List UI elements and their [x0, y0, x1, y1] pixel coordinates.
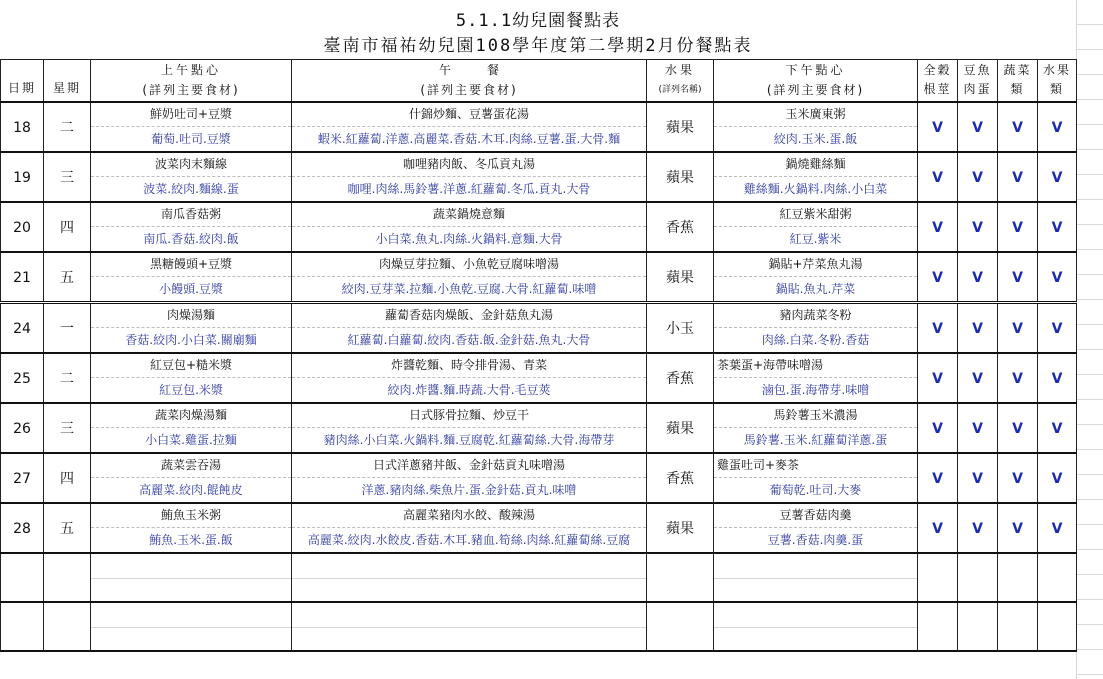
header-row	[1, 60, 1077, 102]
menu-day-row	[1, 353, 1077, 403]
empty-cell	[91, 553, 292, 602]
header-date: 日期	[1, 60, 44, 102]
empty-cell	[44, 553, 91, 602]
fruit-check: V	[1038, 453, 1077, 503]
spreadsheet-grid-strip	[1076, 0, 1103, 679]
morning-snack-cell	[91, 353, 292, 403]
protein-check: V	[958, 252, 998, 303]
date-cell: 27	[1, 453, 44, 503]
lunch-cell	[292, 152, 647, 202]
empty-cell	[714, 602, 918, 651]
dish-name: 鍋燒雞絲麵	[714, 153, 917, 177]
vegetable-check: V	[998, 202, 1038, 252]
weekday-cell: 五	[44, 503, 91, 553]
afternoon-snack-cell	[714, 403, 918, 453]
menu-day-row	[1, 302, 1077, 353]
vegetable-check: V	[998, 403, 1038, 453]
vegetable-check: V	[998, 353, 1038, 403]
empty-cell	[1038, 602, 1077, 651]
empty-cell	[91, 602, 292, 651]
lunch-cell	[292, 403, 647, 453]
dish-name: 蔬菜鍋燒意麵	[292, 203, 646, 227]
header-weekday: 星期	[44, 60, 91, 102]
header-fruits-cat: 水果 類	[1038, 60, 1077, 102]
meal-menu-table	[0, 59, 1077, 652]
lunch-cell	[292, 453, 647, 503]
dish-name: 南瓜香菇粥	[91, 203, 291, 227]
date-cell: 24	[1, 302, 44, 353]
ingredients: 豬肉絲.小白菜.火鍋料.麵.豆腐乾.紅蘿蔔絲.大骨.海帶芽	[323, 432, 615, 447]
vegetable-check: V	[998, 102, 1038, 152]
fruit-check: V	[1038, 403, 1077, 453]
fruit-check: V	[1038, 202, 1077, 252]
ingredients: 小饅頭.豆漿	[159, 281, 223, 296]
weekday-cell: 四	[44, 453, 91, 503]
empty-cell	[1, 602, 44, 651]
grains-check: V	[918, 202, 958, 252]
header-grains: 全穀 根莖	[918, 60, 958, 102]
grains-check: V	[918, 403, 958, 453]
fruit-cell: 香蕉	[647, 353, 714, 403]
empty-cell	[44, 602, 91, 651]
weekday-cell: 三	[44, 403, 91, 453]
menu-day-row	[1, 102, 1077, 152]
fruit-cell: 蘋果	[647, 102, 714, 152]
date-cell: 28	[1, 503, 44, 553]
protein-check: V	[958, 202, 998, 252]
dish-name: 馬鈴薯玉米濃湯	[714, 404, 917, 428]
date-cell: 19	[1, 152, 44, 202]
ingredients: 葡萄乾.吐司.大麥	[769, 482, 862, 497]
header-protein: 豆魚 肉蛋	[958, 60, 998, 102]
dish-name: 鮮奶吐司+豆漿	[91, 103, 291, 127]
afternoon-snack-cell	[714, 302, 918, 353]
ingredients: 鍋貼.魚丸.芹菜	[775, 281, 856, 296]
protein-check: V	[958, 453, 998, 503]
afternoon-snack-cell	[714, 353, 918, 403]
header-morning-snack: 上午點心 (詳列主要食材)	[91, 60, 292, 102]
empty-row	[1, 553, 1077, 602]
dish-name: 日式豚骨拉麵、炒豆干	[292, 404, 646, 428]
ingredients: 雞絲麵.火鍋料.肉絲.小白菜	[743, 181, 888, 196]
weekday-cell: 三	[44, 152, 91, 202]
empty-cell	[1038, 553, 1077, 602]
dish-name: 鍋貼+芹菜魚丸湯	[714, 253, 917, 277]
morning-snack-cell	[91, 453, 292, 503]
dish-name: 咖哩豬肉飯、冬瓜貢丸湯	[292, 153, 646, 177]
empty-cell	[292, 553, 647, 602]
morning-snack-cell	[91, 102, 292, 152]
dish-name: 炸醬乾麵、時令排骨湯、青菜	[292, 354, 646, 378]
header-fruit: 水果 (詳列名稱)	[647, 60, 714, 102]
menu-day-row	[1, 152, 1077, 202]
date-cell: 18	[1, 102, 44, 152]
morning-snack-cell	[91, 202, 292, 252]
dish-name: 豬肉蔬菜冬粉	[714, 304, 917, 328]
dish-name: 蔬菜肉燥湯麵	[91, 404, 291, 428]
grains-check: V	[918, 102, 958, 152]
fruit-cell: 小玉	[647, 302, 714, 353]
fruit-check: V	[1038, 503, 1077, 553]
dish-name: 豆薯香菇肉羹	[714, 504, 917, 528]
fruit-check: V	[1038, 102, 1077, 152]
grains-check: V	[918, 152, 958, 202]
ingredients: 絞肉.豆芽菜.拉麵.小魚乾.豆腐.大骨.紅蘿蔔.味噌	[341, 281, 597, 296]
dish-name: 紅豆紫米甜粥	[714, 203, 917, 227]
ingredients: 洋蔥.豬肉絲.柴魚片.蛋.金針菇.貢丸.味噌	[361, 482, 577, 497]
dish-name: 什錦炒麵、豆薯蛋花湯	[292, 103, 646, 127]
weekday-cell: 一	[44, 302, 91, 353]
vegetable-check: V	[998, 152, 1038, 202]
empty-cell	[958, 553, 998, 602]
fruit-cell: 香蕉	[647, 202, 714, 252]
afternoon-snack-cell	[714, 102, 918, 152]
morning-snack-cell	[91, 403, 292, 453]
weekday-cell: 二	[44, 353, 91, 403]
ingredients: 小白菜.雞蛋.拉麵	[145, 432, 237, 447]
lunch-cell	[292, 503, 647, 553]
ingredients: 肉絲.白菜.冬粉.香菇	[761, 332, 870, 347]
fruit-cell: 蘋果	[647, 152, 714, 202]
dish-name: 蔬菜雲吞湯	[91, 454, 291, 478]
vegetable-check: V	[998, 503, 1038, 553]
menu-day-row	[1, 202, 1077, 252]
fruit-cell: 蘋果	[647, 252, 714, 303]
grains-check: V	[918, 453, 958, 503]
ingredients: 高麗菜.絞肉.水餃皮.香菇.木耳.豬血.筍絲.肉絲.紅蘿蔔絲.豆腐	[307, 532, 631, 547]
menu-day-row	[1, 503, 1077, 553]
afternoon-snack-cell	[714, 202, 918, 252]
ingredients: 絞肉.炸醬.麵.時蔬.大骨.毛豆莢	[387, 382, 551, 397]
protein-check: V	[958, 152, 998, 202]
lunch-cell	[292, 353, 647, 403]
afternoon-snack-cell	[714, 503, 918, 553]
lunch-cell	[292, 102, 647, 152]
vegetable-check: V	[998, 302, 1038, 353]
ingredients: 紅豆包.米漿	[159, 382, 223, 397]
empty-cell	[918, 602, 958, 651]
afternoon-snack-cell	[714, 453, 918, 503]
weekday-cell: 五	[44, 252, 91, 303]
empty-cell	[958, 602, 998, 651]
dish-name: 茶葉蛋+海帶味噌湯	[714, 354, 917, 378]
ingredients: 葡萄.吐司.豆漿	[151, 131, 231, 146]
ingredients: 高麗菜.絞肉.餛飩皮	[139, 482, 243, 497]
dish-name: 日式洋蔥豬丼飯、金針菇貢丸味噌湯	[292, 454, 646, 478]
empty-cell	[918, 553, 958, 602]
ingredients: 紅豆.紫米	[789, 231, 842, 246]
morning-snack-cell	[91, 152, 292, 202]
empty-cell	[998, 553, 1038, 602]
grains-check: V	[918, 353, 958, 403]
ingredients: 鮪魚.玉米.蛋.飯	[149, 532, 233, 547]
protein-check: V	[958, 503, 998, 553]
ingredients: 絞肉.玉米.蛋.飯	[773, 131, 858, 146]
ingredients: 紅蘿蔔.白蘿蔔.絞肉.香菇.飯.金針菇.魚丸.大骨	[347, 332, 591, 347]
fruit-check: V	[1038, 353, 1077, 403]
weekday-cell: 二	[44, 102, 91, 152]
menu-day-row	[1, 252, 1077, 303]
afternoon-snack-cell	[714, 252, 918, 303]
empty-cell	[714, 553, 918, 602]
header-lunch: 午 餐 (詳列主要食材)	[292, 60, 647, 102]
protein-check: V	[958, 353, 998, 403]
dish-name: 雞蛋吐司+麥茶	[714, 454, 917, 478]
fruit-check: V	[1038, 152, 1077, 202]
date-cell: 26	[1, 403, 44, 453]
fruit-cell: 蘋果	[647, 403, 714, 453]
morning-snack-cell	[91, 302, 292, 353]
grains-check: V	[918, 252, 958, 303]
empty-row	[1, 602, 1077, 651]
weekday-cell: 四	[44, 202, 91, 252]
vegetable-check: V	[998, 252, 1038, 303]
ingredients: 小白菜.魚丸.肉絲.火鍋料.意麵.大骨	[375, 231, 563, 246]
dish-name: 高麗菜豬肉水餃、酸辣湯	[292, 504, 646, 528]
grains-check: V	[918, 503, 958, 553]
empty-cell	[647, 602, 714, 651]
empty-cell	[292, 602, 647, 651]
dish-name: 蘿蔔香菇肉燥飯、金針菇魚丸湯	[292, 304, 646, 328]
header-vegetables: 蔬菜 類	[998, 60, 1038, 102]
lunch-cell	[292, 202, 647, 252]
document-code-title: 5.1.1幼兒園餐點表	[455, 11, 621, 31]
date-cell: 21	[1, 252, 44, 303]
menu-title: 臺南市福祐幼兒園108學年度第二學期2月份餐點表	[323, 36, 753, 56]
lunch-cell	[292, 302, 647, 353]
fruit-check: V	[1038, 252, 1077, 303]
fruit-cell: 蘋果	[647, 503, 714, 553]
ingredients: 波菜.絞肉.麵線.蛋	[143, 181, 239, 196]
protein-check: V	[958, 102, 998, 152]
ingredients: 豆薯.香菇.肉羹.蛋	[767, 532, 864, 547]
morning-snack-cell	[91, 252, 292, 303]
morning-snack-cell	[91, 503, 292, 553]
empty-cell	[647, 553, 714, 602]
empty-cell	[998, 602, 1038, 651]
dish-name: 肉燥湯麵	[91, 304, 291, 328]
ingredients: 咖哩.肉絲.馬鈴薯.洋蔥.紅蘿蔔.冬瓜.貢丸.大骨	[347, 181, 591, 196]
grains-check: V	[918, 302, 958, 353]
dish-name: 鮪魚玉米粥	[91, 504, 291, 528]
fruit-check: V	[1038, 302, 1077, 353]
ingredients: 南瓜.香菇.絞肉.飯	[143, 231, 239, 246]
empty-cell	[1, 553, 44, 602]
menu-day-row	[1, 453, 1077, 503]
ingredients: 蝦米.紅蘿蔔.洋蔥.高麗菜.香菇.木耳.肉絲.豆薯.蛋.大骨.麵	[317, 131, 621, 146]
dish-name: 波菜肉末麵線	[91, 153, 291, 177]
menu-day-row	[1, 403, 1077, 453]
vegetable-check: V	[998, 453, 1038, 503]
fruit-cell: 香蕉	[647, 453, 714, 503]
dish-name: 肉燥豆芽拉麵、小魚乾豆腐味噌湯	[292, 253, 646, 277]
ingredients: 香菇.絞肉.小白菜.關廟麵	[125, 332, 257, 347]
header-afternoon-snack: 下午點心 (詳列主要食材)	[714, 60, 918, 102]
ingredients: 滷包.蛋.海帶芽.味噌	[761, 382, 870, 397]
date-cell: 20	[1, 202, 44, 252]
dish-name: 玉米廣東粥	[714, 103, 917, 127]
afternoon-snack-cell	[714, 152, 918, 202]
lunch-cell	[292, 252, 647, 303]
date-cell: 25	[1, 353, 44, 403]
dish-name: 紅豆包+糙米漿	[91, 354, 291, 378]
ingredients: 馬鈴薯.玉米.紅蘿蔔洋蔥.蛋	[743, 432, 888, 447]
protein-check: V	[958, 403, 998, 453]
dish-name: 黑糖饅頭+豆漿	[91, 253, 291, 277]
protein-check: V	[958, 302, 998, 353]
